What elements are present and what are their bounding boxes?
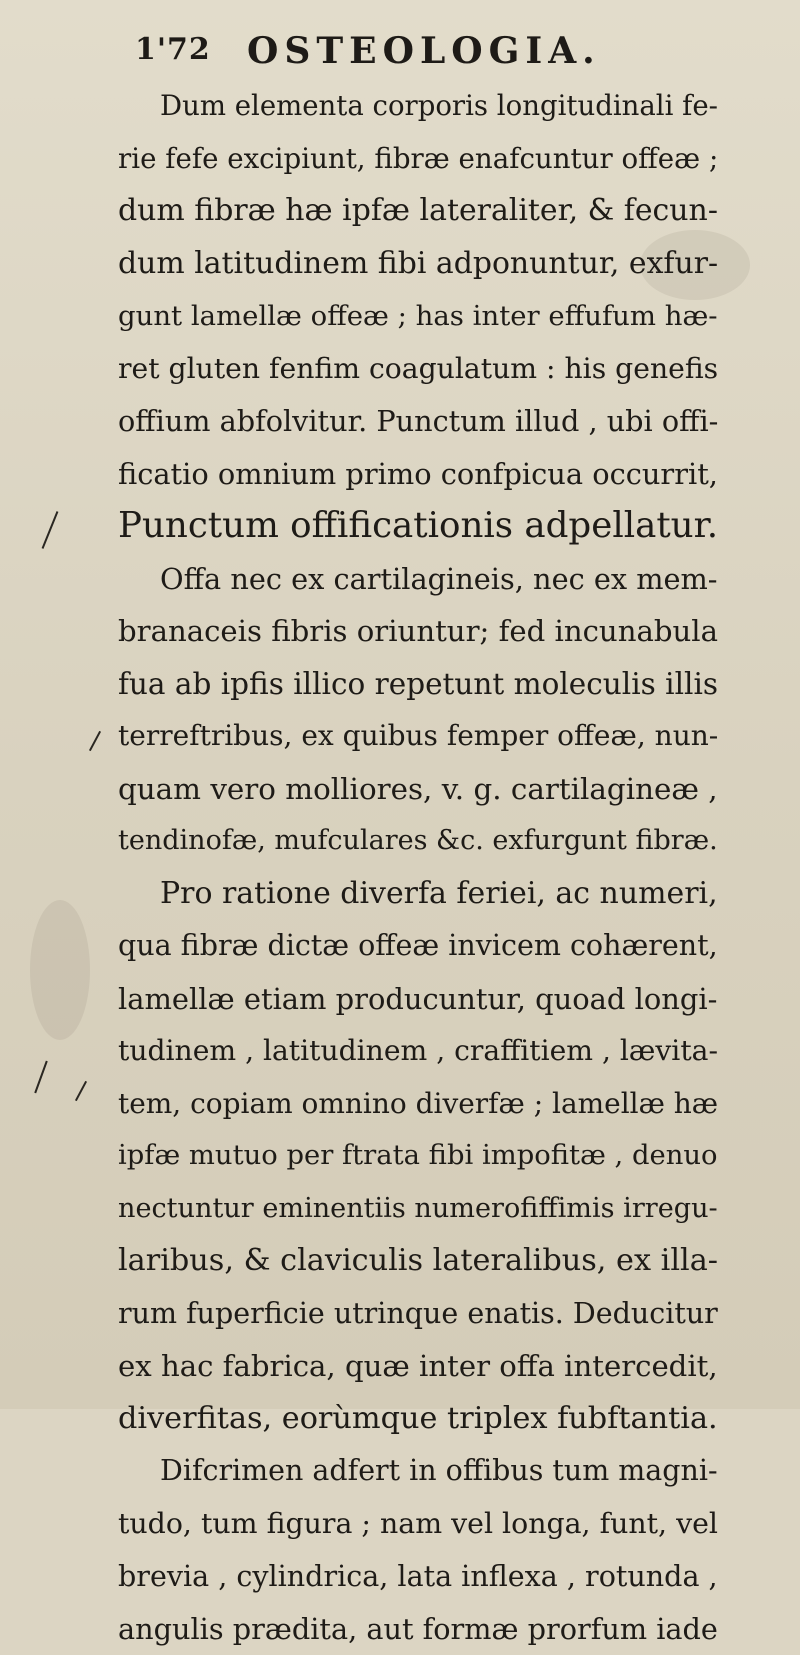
text-line: tudinem , latitudinem , craffitiem , lævita- [118, 1025, 718, 1078]
body-text [118, 80, 718, 1655]
text-line: tem, copiam omnino diverfæ ; lamellæ hæ [118, 1078, 718, 1131]
page-number: 1'72 [135, 32, 211, 67]
margin-mark [89, 731, 101, 751]
text-line: rie fefe excipiunt, fibræ enafcuntur offeæ ; [118, 133, 718, 186]
text-line: angulis prædita, aut formæ prorfum iade [118, 1603, 718, 1655]
text-line: ficatio omnium primo confpicua occurrit, [118, 448, 718, 501]
text-line: brevia , cylindrica, lata inflexa , rotunda , [118, 1550, 718, 1603]
text-line: qua fibræ dictæ offeæ invicem cohærent, [118, 920, 718, 973]
text-line: ipfæ mutuo per ftrata fibi impofitæ , denuo [118, 1130, 718, 1183]
text-line: tendinofæ, mufculares &c. exfurgunt fibræ. [118, 815, 718, 868]
text-line: diverfitas, eorùmque triplex fubftantia. [118, 1393, 718, 1446]
text-line: Offa nec ex cartilagineis, nec ex mem- [118, 553, 718, 606]
margin-mark [42, 511, 59, 549]
text-line: dum latitudinem fibi adponuntur, exfur- [118, 238, 718, 291]
text-line: offium abfolvitur. Punctum illud , ubi offi- [118, 395, 718, 448]
text-line: Punctum offificationis adpellatur. [118, 500, 718, 553]
paper-stain [30, 900, 90, 1040]
text-line: quam vero molliores, v. g. cartilagineæ , [118, 763, 718, 816]
margin-mark [34, 1061, 48, 1094]
text-line: laribus, & claviculis lateralibus, ex illa- [118, 1235, 718, 1288]
text-line: Dum elementa corporis longitudinali fe- [118, 80, 718, 133]
text-line: branaceis fibris oriuntur; fed incunabula [118, 605, 718, 658]
text-line: ret gluten fenfim coagulatum : his genefis [118, 343, 718, 396]
text-line: nectuntur eminentiis numerofiffimis irregu- [118, 1183, 718, 1236]
section-title: OSTEOLOGIA. [247, 30, 601, 72]
margin-mark [75, 1081, 87, 1101]
running-head [135, 24, 695, 78]
text-line: terreftribus, ex quibus femper offeæ, nun- [118, 710, 718, 763]
text-line: gunt lamellæ offeæ ; has inter effufum hæ- [118, 290, 718, 343]
text-line: ex hac fabrica, quæ inter offa intercedit, [118, 1340, 718, 1393]
text-line: dum fibræ hæ ipfæ lateraliter, & fecun- [118, 185, 718, 238]
text-line: Difcrimen adfert in offibus tum magni- [118, 1445, 718, 1498]
text-line: rum fuperficie utrinque enatis. Deducitur [118, 1288, 718, 1341]
text-line: Pro ratione diverfa feriei, ac numeri, [118, 868, 718, 921]
text-line: lamellæ etiam producuntur, quoad longi- [118, 973, 718, 1026]
text-line: tudo, tum figura ; nam vel longa, funt, vel [118, 1498, 718, 1551]
text-line: fua ab ipfis illico repetunt moleculis illis [118, 658, 718, 711]
